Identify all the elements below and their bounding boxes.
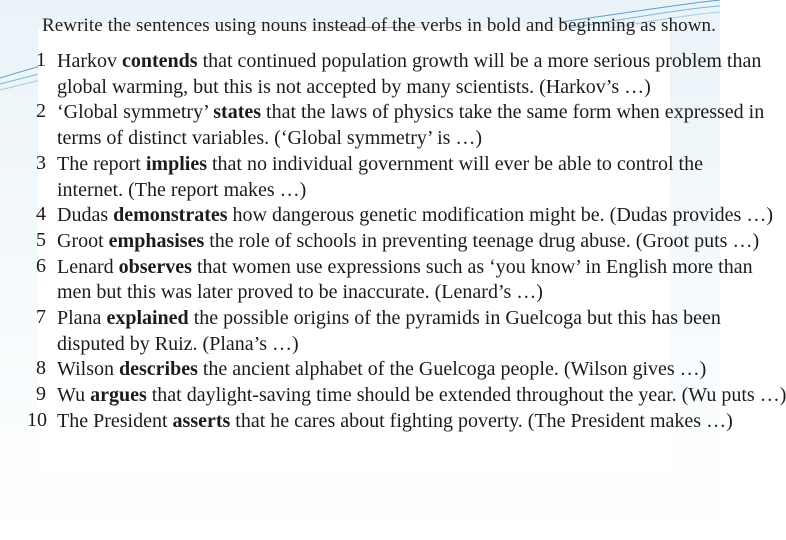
exercise-line <box>57 229 760 255</box>
exercise-number: 3 <box>36 151 46 174</box>
sentence-text: Harkov <box>57 50 122 72</box>
exercise-line: global warming, but this is not accepted by many scientists. (Harkov’s …) <box>57 75 651 98</box>
exercise-line <box>57 383 786 409</box>
bold-verb: observes <box>118 255 192 278</box>
sentence-text: that continued population growth will be a more serious problem than <box>197 50 762 72</box>
exercise-item <box>27 408 733 435</box>
exercise-item <box>36 49 762 100</box>
sentence-text: how dangerous genetic modification might be. (Dudas provides …) <box>227 204 773 227</box>
sentence-text: Lenard <box>57 255 119 278</box>
exercise-number: 5 <box>36 228 46 251</box>
exercise-line <box>57 152 703 178</box>
exercise-line <box>57 203 773 229</box>
exercise-item <box>36 383 786 409</box>
exercise-line <box>57 409 733 435</box>
exercise-number: 8 <box>36 357 46 380</box>
sentence-text: Wilson <box>57 358 119 381</box>
sentence-text: the ancient alphabet of the Guelcoga people. (Wilson gives …) <box>197 358 707 381</box>
exercise-number: 9 <box>36 383 46 406</box>
exercise-number: 6 <box>36 254 46 277</box>
exercise-item <box>36 100 765 151</box>
sentence-text: the possible origins of the pyramids in Guelcoga but this has been <box>188 307 721 330</box>
exercise-list <box>27 49 786 435</box>
bold-verb: contends <box>121 50 198 72</box>
sentence-text: the role of schools in preventing teenage drug abuse. (Groot puts …) <box>204 229 760 252</box>
exercise-line: internet. (The report makes …) <box>57 178 307 201</box>
bold-verb: explained <box>106 307 189 330</box>
bold-verb: emphasises <box>108 229 205 252</box>
sentence-text: Dudas <box>57 204 114 227</box>
exercise-line <box>57 100 765 126</box>
sentence-text: ‘Global symmetry’ <box>57 101 214 124</box>
sentence-text: Plana <box>57 307 107 330</box>
exercise-scan <box>27 15 786 474</box>
exercise-line <box>57 357 707 383</box>
exercise-line <box>57 49 762 75</box>
sentence-text: that women use expressions such as ‘you know’ in English more than <box>191 255 753 278</box>
exercise-item <box>36 203 773 229</box>
exercise-line: terms of distinct variables. (‘Global symmetry’ is …) <box>57 127 483 150</box>
sentence-text: that the laws of physics take the same form when expressed in <box>261 101 765 124</box>
sentence-text: that daylight-saving time should be extended throughout the year. (Wu puts …) <box>146 384 786 407</box>
exercise-item <box>36 228 760 255</box>
exercise-number: 7 <box>36 306 46 329</box>
sentence-text: The report <box>57 152 146 175</box>
exercise-number: 10 <box>27 408 47 431</box>
exercise-instruction: Rewrite the sentences using nouns instead of the verbs in bold and beginning as shown. <box>42 15 717 36</box>
sentence-text: The President <box>57 409 173 432</box>
exercise-item <box>36 306 721 357</box>
bold-verb: asserts <box>172 409 231 432</box>
sentence-text: Wu <box>57 384 91 407</box>
exercise-line: men but this was later proved to be inaccurate. (Lenard’s …) <box>57 281 543 304</box>
exercise-item <box>36 151 703 203</box>
sentence-text: that no individual government will ever be able to control the <box>206 152 703 175</box>
exercise-item <box>36 254 753 306</box>
exercise-line <box>57 306 721 332</box>
exercise-line <box>57 255 753 281</box>
bold-verb: implies <box>145 152 207 175</box>
exercise-number: 2 <box>36 100 46 123</box>
exercise-line: disputed by Ruiz. (Plana’s …) <box>57 332 299 355</box>
bold-verb: describes <box>118 358 198 381</box>
bold-verb: demonstrates <box>113 204 228 227</box>
bold-verb: states <box>213 101 262 124</box>
sentence-text: that he cares about fighting poverty. (The President makes …) <box>230 409 733 432</box>
exercise-number: 1 <box>36 49 46 71</box>
sentence-text: Groot <box>57 229 109 252</box>
bold-verb: argues <box>90 384 147 407</box>
exercise-number: 4 <box>36 203 46 226</box>
exercise-item <box>36 357 707 383</box>
